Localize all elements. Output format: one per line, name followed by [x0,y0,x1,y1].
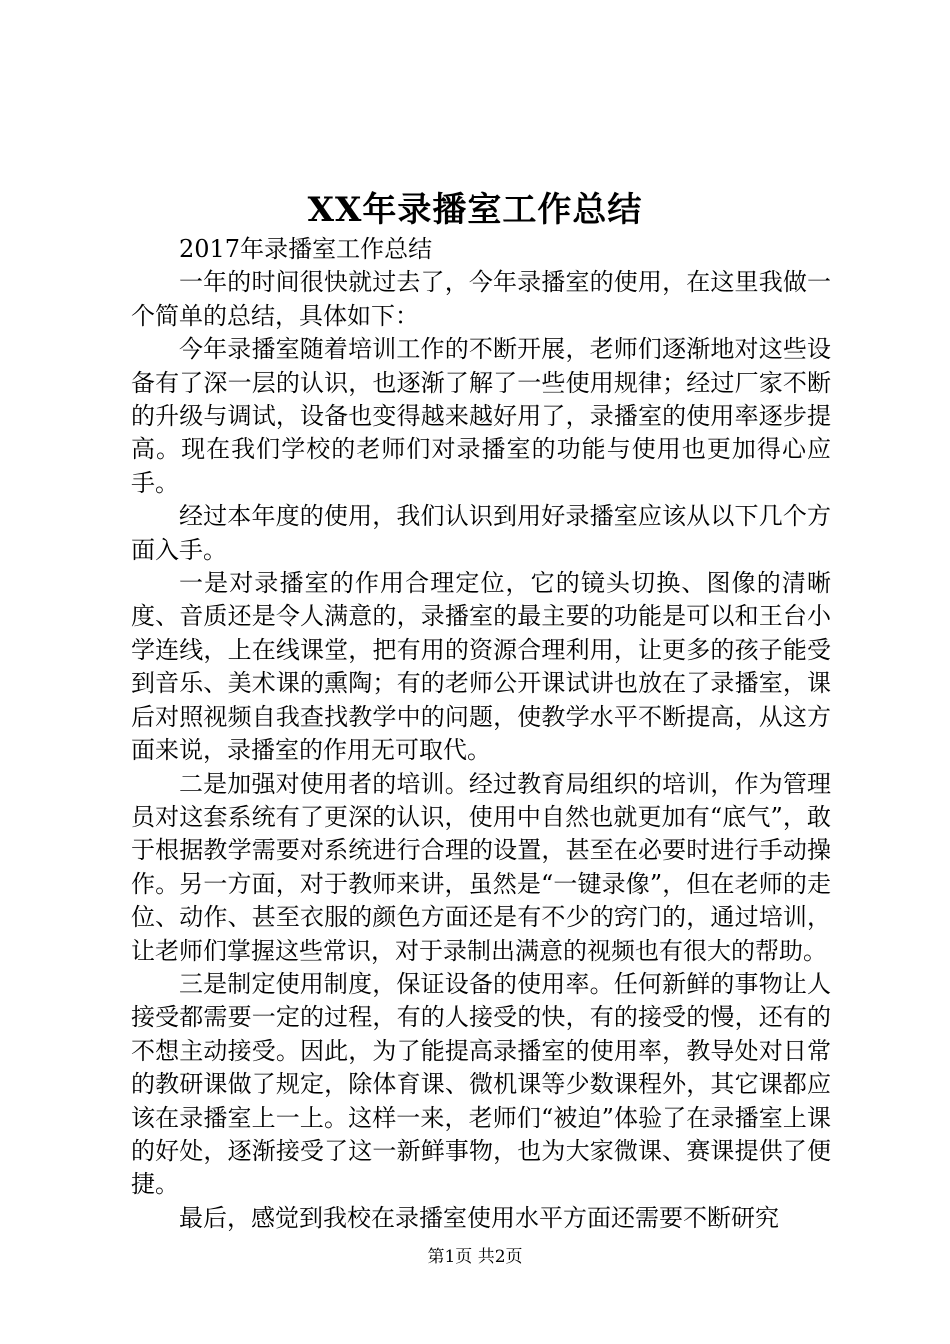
paragraph-point-two: 二是加强对使用者的培训。经过教育局组织的培训，作为管理员对这套系统有了更深的认识，使用中自然也就更加有“底气”，敢于根据教学需要对系统进行合理的设置，甚至在必要时进行手动操作。另一方面，对于教师来讲，虽然是“一键录像”，但在老师的走位、动作、甚至衣服的颜色方面还是有不少的窍门的，通过培训，让老师们掌握这些常识，对于录制出满意的视频也有很大的帮助。 [131,769,831,965]
paragraph-point-three: 三是制定使用制度，保证设备的使用率。任何新鲜的事物让人接受都需要一定的过程，有的人接受的快，有的接受的慢，还有的不想主动接受。因此，为了能提高录播室的使用率，教导处对日常的教研课做了规定，除体育课、微机课等少数课程外，其它课都应该在录播室上一上。这样一来，老师们“被迫”体验了在录播室上课的好处，逐渐接受了这一新鲜事物，也为大家微课、赛课提供了便捷。 [131,969,831,1199]
paragraph-subtitle: 2017年录播室工作总结 [179,235,433,263]
paragraph-intro: 一年的时间很快就过去了，今年录播室的使用，在这里我做一个简单的总结，具体如下： [131,268,831,330]
paragraph-point-one: 一是对录播室的作用合理定位，它的镜头切换、图像的清晰度、音质还是令人满意的，录播室的最主要的功能是可以和王台小学连线，上在线课堂，把有用的资源合理利用，让更多的孩子能受到音乐、美术课的熏陶；有的老师公开课试讲也放在了录播室，课后对照视频自我查找教学中的问题，使教学水平不断提高，从这方面来说，录播室的作用无可取代。 [131,569,831,765]
document-title: XX年录播室工作总结 [307,190,643,230]
paragraph-progress: 今年录播室随着培训工作的不断开展，老师们逐渐地对这些设备有了深一层的认识，也逐渐了解了一些使用规律；经过厂家不断的升级与调试，设备也变得越来越好用了，录播室的使用率逐步提高。现在我们学校的老师们对录播室的功能与使用也更加得心应手。 [131,335,831,497]
document-body [131,233,831,1235]
paragraph-aspects: 经过本年度的使用，我们认识到用好录播室应该从以下几个方面入手。 [131,502,831,564]
paragraph-final: 最后，感觉到我校在录播室使用水平方面还需要不断研究 [179,1203,779,1232]
page-footer: 第1页 共2页 [427,1247,523,1267]
